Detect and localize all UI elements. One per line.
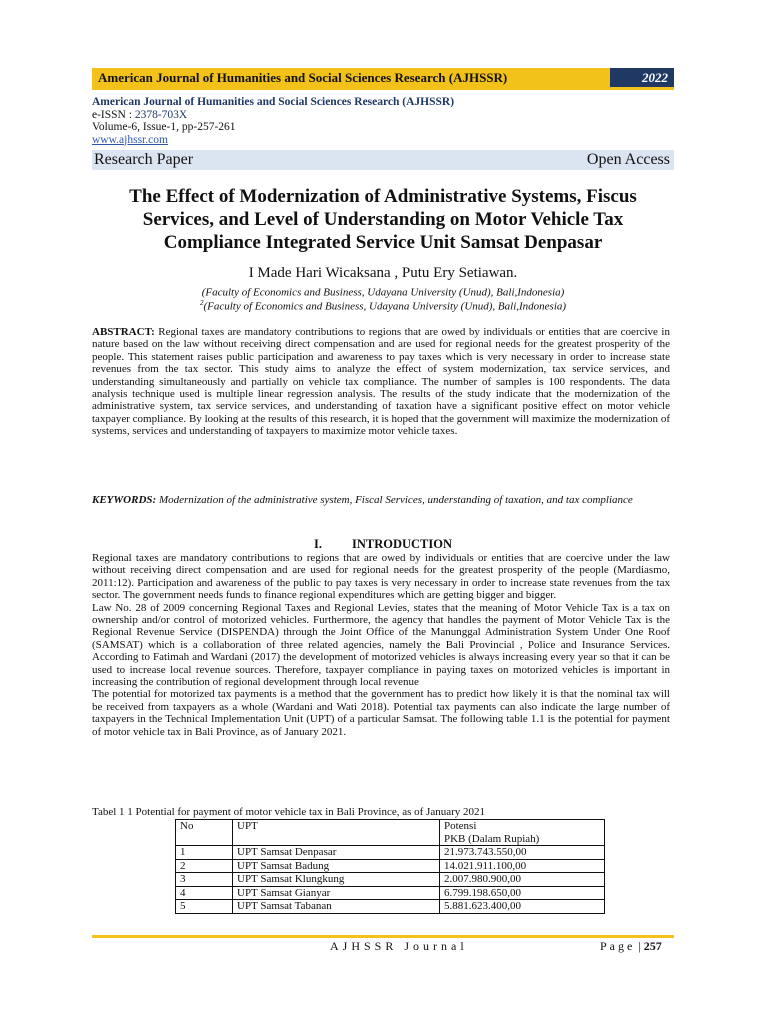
open-access-label: Open Access bbox=[586, 151, 670, 168]
meta-issn bbox=[92, 109, 454, 122]
paper-title: The Effect of Modernization of Administrative Systems, Fiscus Services, and Level of Understanding on Motor Vehicle Tax Compliance Integrated Service Unit Samsat Denpasar bbox=[129, 186, 637, 253]
journal-header-bar bbox=[92, 68, 674, 87]
table-cell: UPT Samsat Gianyar bbox=[233, 886, 440, 900]
table-cell: 5.881.623.400,00 bbox=[440, 900, 605, 914]
abstract bbox=[92, 326, 670, 438]
section-heading bbox=[92, 537, 674, 552]
header-rule bbox=[92, 87, 674, 90]
table-cell: 2 bbox=[176, 859, 233, 873]
table-cell: 3 bbox=[176, 873, 233, 887]
table-cell: UPT Samsat Klungkung bbox=[233, 873, 440, 887]
section-title: INTRODUCTION bbox=[351, 537, 452, 551]
page-number: 257 bbox=[643, 939, 662, 953]
table-cell: UPT Samsat Badung bbox=[233, 859, 440, 873]
affiliation-text: (Faculty of Economics and Business, Udayana University (Unud), Bali,Indonesia) bbox=[203, 300, 567, 313]
table-header-row bbox=[176, 820, 605, 846]
affiliation-2 bbox=[92, 299, 674, 313]
introduction-body bbox=[92, 552, 670, 738]
meta-volume: Volume-6, Issue-1, pp-257-261 bbox=[92, 121, 236, 133]
table-row bbox=[176, 846, 605, 860]
paragraph: The potential for motorized tax payments is a method that the government has to predict how likely it is that the nominal tax will be received from taxpayers as a whole (Wardani and Wati 2018). Potential tax payments can also indicate the large number of taxpayers in the Technical Implementation Unit (UPT) of a particular Samsat. The following table 1.1 is the potential for payment of motor vehicle tax in Bali Province, as of January 2021. bbox=[92, 688, 670, 738]
paragraph: Law No. 28 of 2009 concerning Regional Taxes and Regional Levies, states that the meaning of Motor Vehicle Tax is a tax on ownership and/or control of motorized vehicles. Furthermore, the agency that handles the payment of Motor Vehicle Tax is the Regional Revenue Service (DISPENDA) through the Joint Office of the Manunggal Administration System Under One Roof (SAMSAT) which is a collaboration of three related agencies, namely the Bali Provincial , Police and Insurance Services. According to Fatimah and Wardani (2017) the development of motorized vehicles is always increasing every year so that it can be used to increase local revenue sources. Therefore, taxpayer compliance in paying taxes on motorized vehicles is important in increasing the contribution of regional development through local revenue bbox=[92, 601, 670, 689]
header-year: 2022 bbox=[610, 68, 674, 87]
table-cell: UPT Samsat Denpasar bbox=[233, 846, 440, 860]
table-cell: UPT Samsat Tabanan bbox=[233, 900, 440, 914]
journal-url-link[interactable]: www.ajhssr.com bbox=[92, 133, 168, 146]
keywords-label: KEYWORDS: bbox=[92, 494, 157, 506]
table-row bbox=[176, 859, 605, 873]
abstract-label: ABSTRACT: bbox=[92, 326, 155, 338]
table-cell: 5 bbox=[176, 900, 233, 914]
journal-meta bbox=[92, 96, 454, 146]
header-pkb: PKB (Dalam Rupiah) bbox=[444, 832, 540, 845]
paragraph: Regional taxes are mandatory contributions to regions that are owed by individuals or entities that are coercive under the law without receiving direct compensation and are used for regional needs for the greatest prosperity of the people (Mardiasmo, 2011:12). Participation and awareness of the public to pay taxes is very necessary in order to increase state revenues from the tax sector. The government needs funds to finance regional expenditures which are getting bigger and bigger. bbox=[92, 552, 670, 602]
table-cell: 6.799.198.650,00 bbox=[440, 886, 605, 900]
header-journal-name: American Journal of Humanities and Social Sciences Research (AJHSSR) bbox=[92, 68, 610, 87]
table-row bbox=[176, 873, 605, 887]
affiliation-sup: 2 bbox=[199, 299, 204, 307]
table-header-cell: No bbox=[176, 820, 233, 846]
table-cell: 4 bbox=[176, 886, 233, 900]
table-header-cell: UPT bbox=[233, 820, 440, 846]
table-caption: Tabel 1 1 Potential for payment of motor vehicle tax in Bali Province, as of January 2021 bbox=[92, 806, 485, 818]
affiliation-1 bbox=[92, 285, 674, 299]
table-row bbox=[176, 886, 605, 900]
article-type-ribbon bbox=[92, 150, 674, 170]
table-header-cell bbox=[440, 820, 605, 846]
table-row bbox=[176, 900, 605, 914]
footer-journal-name: AJHSSR Journal bbox=[330, 939, 468, 953]
issn-label: e-ISSN : bbox=[92, 108, 135, 121]
keywords bbox=[92, 494, 670, 506]
issn-value: 2378-703X bbox=[134, 108, 188, 121]
table-cell: 2.007.980.900,00 bbox=[440, 873, 605, 887]
paper-authors: I Made Hari Wicaksana , Putu Ery Setiawan. bbox=[248, 265, 518, 281]
footer-rule bbox=[92, 935, 674, 938]
meta-journal-name: American Journal of Humanities and Social Sciences Research (AJHSSR) bbox=[92, 96, 455, 108]
table-cell: 1 bbox=[176, 846, 233, 860]
table-cell: 14.021.911.100,00 bbox=[440, 859, 605, 873]
abstract-text: Regional taxes are mandatory contributions to regions that are owed by individuals or entities that are coercive in nature based on the law without receiving direct compensation and are used for regional needs for the greatest prosperity of the people. This statement raises public participation and awareness to pay taxes which is very necessary in order to increase state revenues from the tax sector. This study aims to analyze the effect of system modernization, tax service services, and understanding simultaneously and partially on vehicle tax compliance. The number of samples is 100 respondents. The data analysis technique used is multiple linear regression analysis. The results of the study indicate that the modernization of the administrative system, tax service services, and understanding of taxation have a significant positive effect on motor vehicle taxpayer compliance. By looking at the results of this research, it is hoped that the government will maximize the modernization of systems, services and understanding of taxpayers to maximize motor vehicle taxes. bbox=[92, 326, 670, 438]
affiliation-text: (Faculty of Economics and Business, Udayana University (Unud), Bali,Indonesia) bbox=[201, 286, 565, 299]
header-potensi: Potensi bbox=[444, 820, 477, 832]
table-cell: 21.973.743.550,00 bbox=[440, 846, 605, 860]
keywords-text: Modernization of the administrative system, Fiscal Services, understanding of taxation, and tax compliance bbox=[156, 494, 633, 506]
page-label: Page bbox=[600, 939, 636, 953]
footer-page-number: Page | 257 bbox=[600, 939, 662, 953]
research-paper-label: Research Paper bbox=[94, 151, 194, 168]
section-number: I. bbox=[313, 537, 322, 551]
potential-tax-table bbox=[175, 819, 605, 914]
